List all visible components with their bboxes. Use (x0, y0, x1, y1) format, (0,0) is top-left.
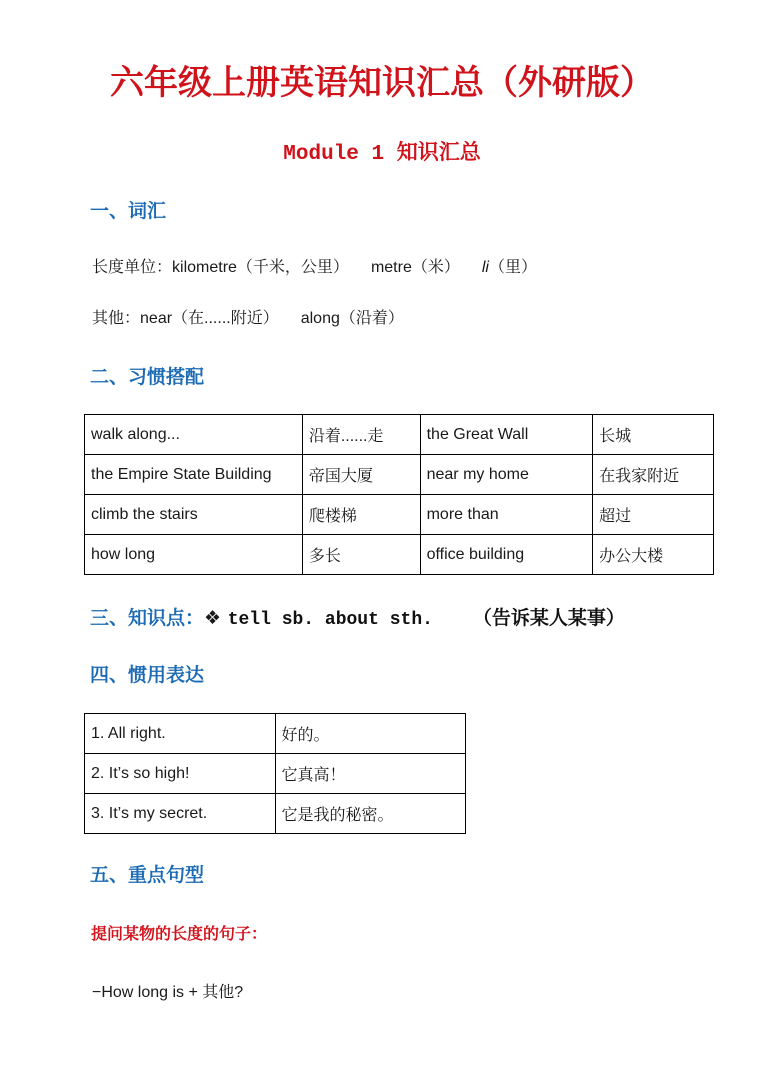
vocab-word: kilometre（千米，公里） (172, 259, 349, 276)
point-meaning: （告诉某人某事） (472, 607, 625, 629)
sentence-pattern: −How long is + 其他? (92, 984, 244, 1001)
phrase-cn: 爬楼梯 (302, 495, 420, 535)
phrase-cn: 沿着......走 (302, 415, 420, 455)
vocab-word: （里） (488, 259, 537, 276)
phrase-en: the Empire State Building (85, 455, 303, 495)
expression-en: 2. It’s so high! (85, 754, 276, 794)
table-row (85, 535, 714, 575)
page-title: 六年级上册英语知识汇总（外研版） (110, 63, 654, 103)
phrase-cn: 长城 (593, 415, 714, 455)
phrase-cn: 办公大楼 (593, 535, 714, 575)
phrase-en: how long (85, 535, 303, 575)
table-row (85, 455, 714, 495)
section-heading-points: 三、知识点： (90, 607, 205, 629)
phrase-en: walk along... (85, 415, 303, 455)
expression-en: 1. All right. (85, 714, 276, 754)
phrase-cn: 超过 (593, 495, 714, 535)
vocab-line-length-units (92, 256, 537, 280)
phrase-cn: 在我家附近 (593, 455, 714, 495)
vocab-label: 其他： (92, 310, 141, 327)
section-heading-phrases: 二、习惯搭配 (90, 366, 205, 388)
expression-cn: 它真高！ (275, 754, 465, 794)
expression-cn: 它是我的秘密。 (275, 794, 465, 834)
phrase-cn: 帝国大厦 (302, 455, 420, 495)
phrase-en: the Great Wall (420, 415, 593, 455)
expressions-table (84, 713, 466, 834)
vocab-word-italic: li (481, 259, 489, 276)
phrase-cn: 多长 (302, 535, 420, 575)
table-row (85, 794, 466, 834)
section-heading-expressions: 四、惯用表达 (90, 664, 205, 686)
table-row (85, 754, 466, 794)
table-row (85, 714, 466, 754)
vocab-line-other (92, 307, 404, 331)
section-heading-vocab: 一、词汇 (90, 200, 167, 222)
vocab-word: metre（米） (370, 259, 460, 276)
diamond-bullet-icon: ❖ (204, 607, 222, 629)
phrases-table (84, 414, 714, 575)
phrase-en: office building (420, 535, 593, 575)
vocab-word: along（沿着） (300, 310, 404, 327)
expression-cn: 好的。 (275, 714, 465, 754)
expression-en: 3. It’s my secret. (85, 794, 276, 834)
table-row (85, 415, 714, 455)
phrase-en: more than (420, 495, 593, 535)
knowledge-point-line (90, 604, 625, 634)
phrase-en: near my home (420, 455, 593, 495)
sentence-subheading: 提问某物的长度的句子： (91, 924, 268, 943)
phrase-en: climb the stairs (85, 495, 303, 535)
point-phrase: tell sb. about sth. (227, 610, 433, 630)
section-heading-sentences: 五、重点句型 (90, 864, 205, 886)
module-subtitle: Module 1 知识汇总 (283, 143, 481, 166)
vocab-label: 长度单位： (92, 259, 173, 276)
table-row (85, 495, 714, 535)
vocab-word: near（在......附近） (140, 310, 279, 327)
